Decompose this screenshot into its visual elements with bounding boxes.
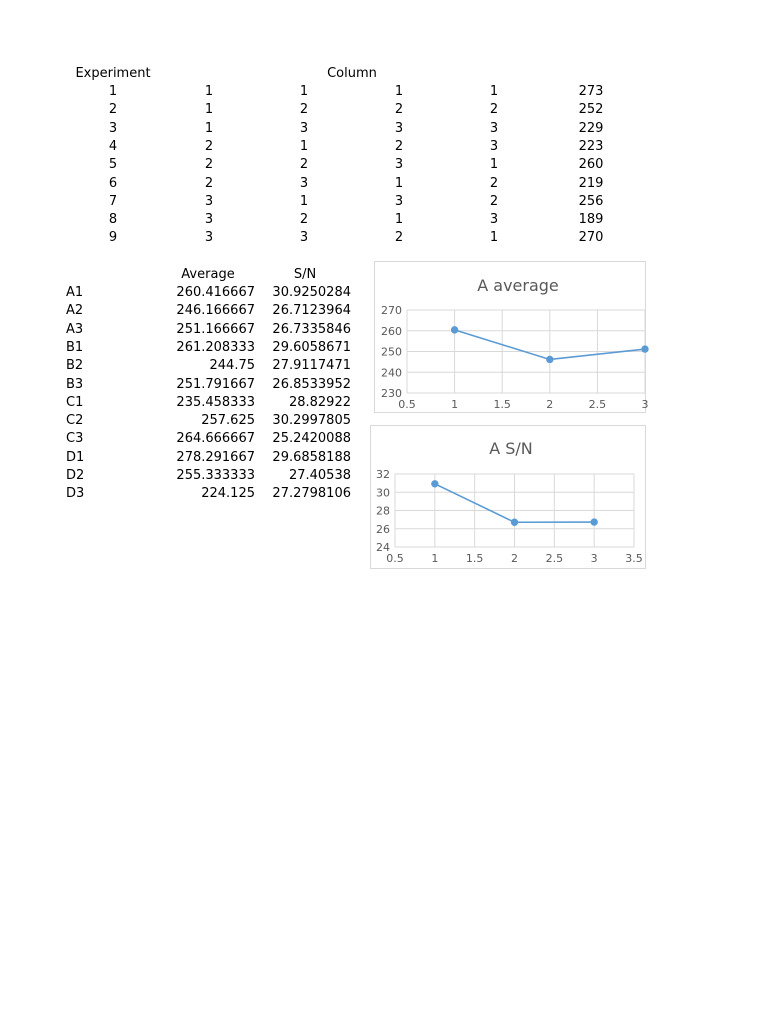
experiment-cell: 3: [394, 157, 404, 173]
average-value: 235.458333: [176, 394, 255, 410]
experiment-cell: 3: [299, 230, 309, 246]
experiment-cell: 1: [394, 212, 404, 228]
experiment-cell: 189: [578, 212, 604, 228]
x-tick-label: 2.5: [588, 398, 607, 411]
experiment-cell: 1: [108, 84, 118, 99]
chart-a-average[interactable]: [374, 261, 649, 413]
x-tick-label: 3.5: [625, 552, 643, 565]
factor-label: A2: [66, 303, 84, 319]
sn-value: 28.82922: [288, 394, 351, 410]
factor-label: C3: [66, 431, 84, 447]
chart-title: A S/N: [489, 439, 533, 458]
experiment-cell: 2: [394, 230, 404, 246]
experiment-cell: 2: [204, 175, 214, 191]
chart-a-sn[interactable]: [370, 425, 646, 569]
x-tick-label: 1.5: [493, 398, 511, 411]
header-sn: S/N: [293, 267, 317, 282]
data-point: [591, 519, 597, 525]
average-value: 260.416667: [176, 285, 255, 300]
average-value: 278.291667: [176, 449, 255, 465]
sn-value: 29.6058671: [272, 339, 351, 355]
x-tick-label: 2: [511, 552, 518, 565]
header-average: Average: [181, 267, 235, 282]
x-tick-label: 2: [546, 398, 554, 411]
factor-label: B1: [66, 339, 84, 355]
sn-value: 30.9250284: [272, 285, 351, 300]
experiment-cell: 2: [394, 102, 404, 118]
average-value: 244.75: [209, 358, 255, 374]
x-tick-label: 1: [431, 552, 439, 565]
y-tick-label: 240: [381, 366, 402, 380]
experiment-cell: 1: [394, 84, 404, 99]
experiment-cell: 1: [299, 84, 309, 99]
data-point: [642, 346, 648, 352]
factor-label: A1: [66, 285, 84, 300]
y-tick-label: 30: [376, 486, 390, 500]
factor-label: A3: [66, 321, 84, 337]
y-tick-label: 230: [381, 387, 402, 400]
sn-value: 26.8533952: [272, 376, 351, 392]
average-value: 251.791667: [176, 376, 255, 392]
sn-value: 29.6858188: [272, 449, 351, 465]
data-point: [451, 327, 457, 333]
factor-label: B3: [66, 376, 84, 392]
chart-a-sn-svg: [371, 426, 645, 568]
experiment-cell: 6: [108, 175, 118, 191]
y-tick-label: 32: [376, 468, 390, 481]
factor-label: C2: [66, 413, 84, 429]
x-tick-label: 3: [641, 398, 649, 411]
experiment-cell: 219: [578, 175, 604, 191]
experiment-cell: 223: [578, 138, 604, 154]
average-value: 257.625: [201, 413, 255, 429]
sn-value: 27.40538: [288, 468, 351, 483]
experiment-cell: 8: [108, 212, 118, 228]
experiment-cell: 7: [108, 193, 118, 209]
experiment-cell: 1: [204, 102, 214, 118]
factor-label: D3: [66, 486, 85, 502]
header-experiment: Experiment: [75, 66, 151, 81]
y-tick-label: 24: [376, 541, 390, 554]
y-tick-label: 250: [381, 345, 402, 359]
experiment-cell: 9: [108, 230, 118, 246]
experiment-cell: 1: [489, 157, 499, 173]
experiment-cell: 3: [299, 175, 309, 191]
experiment-cell: 2: [108, 102, 118, 118]
experiment-cell: 1: [489, 84, 499, 99]
experiment-cell: 1: [299, 138, 309, 154]
experiment-cell: 3: [108, 120, 118, 136]
factor-label: D1: [66, 449, 85, 465]
experiment-cell: 2: [489, 102, 499, 118]
average-value: 246.166667: [176, 303, 255, 319]
experiment-cell: 3: [489, 212, 499, 228]
x-tick-label: 1.5: [465, 552, 484, 565]
experiment-cell: 2: [299, 102, 309, 118]
experiment-cell: 3: [204, 230, 214, 246]
x-tick-label: 0.5: [386, 552, 404, 565]
y-tick-label: 28: [376, 504, 390, 518]
average-value: 264.666667: [176, 431, 255, 447]
average-value: 255.333333: [176, 468, 255, 483]
experiment-cell: 4: [108, 138, 118, 154]
experiment-cell: 256: [578, 193, 604, 209]
experiment-cell: 273: [578, 84, 604, 99]
experiment-cell: 1: [299, 193, 309, 209]
x-tick-label: 2.5: [545, 552, 564, 565]
average-value: 224.125: [201, 486, 255, 502]
sn-value: 30.2997805: [272, 413, 351, 429]
factor-label: C1: [66, 394, 84, 410]
experiment-cell: 2: [299, 212, 309, 228]
data-point: [511, 519, 517, 525]
header-column: Column: [327, 66, 377, 81]
experiment-cell: 270: [578, 230, 604, 246]
sn-value: 26.7123964: [272, 303, 351, 319]
x-tick-label: 1: [451, 398, 459, 411]
data-point: [432, 481, 438, 487]
experiment-cell: 1: [204, 84, 214, 99]
experiment-cell: 3: [204, 193, 214, 209]
experiment-cell: 1: [394, 175, 404, 191]
x-tick-label: 0.5: [398, 398, 416, 411]
experiment-cell: 3: [394, 120, 404, 136]
experiment-cell: 3: [489, 120, 499, 136]
average-value: 251.166667: [176, 321, 255, 337]
factor-label: D2: [66, 468, 85, 483]
sn-value: 25.2420088: [272, 431, 351, 447]
factor-label: B2: [66, 358, 84, 374]
y-tick-label: 26: [376, 522, 390, 536]
sn-value: 27.2798106: [272, 486, 351, 502]
y-tick-label: 270: [381, 304, 402, 317]
sn-value: 27.9117471: [272, 358, 351, 374]
experiment-cell: 252: [578, 102, 604, 118]
x-tick-label: 3: [590, 552, 598, 565]
experiment-cell: 2: [204, 138, 214, 154]
experiment-cell: 3: [489, 138, 499, 154]
experiment-cell: 1: [489, 230, 499, 246]
y-tick-label: 260: [381, 324, 402, 338]
experiment-cell: 229: [578, 120, 604, 136]
experiment-cell: 3: [204, 212, 214, 228]
sn-value: 26.7335846: [272, 321, 351, 337]
experiment-cell: 2: [204, 157, 214, 173]
experiment-cell: 1: [204, 120, 214, 136]
experiment-cell: 2: [394, 138, 404, 154]
data-point: [547, 356, 553, 362]
chart-a-average-svg: [375, 262, 649, 412]
experiment-cell: 3: [299, 120, 309, 136]
experiment-cell: 2: [299, 157, 309, 173]
experiment-cell: 5: [108, 157, 118, 173]
experiment-cell: 2: [489, 175, 499, 191]
chart-title: A average: [477, 276, 559, 295]
experiment-cell: 260: [578, 157, 604, 173]
experiment-cell: 2: [489, 193, 499, 209]
average-value: 261.208333: [176, 339, 255, 355]
experiment-cell: 3: [394, 193, 404, 209]
